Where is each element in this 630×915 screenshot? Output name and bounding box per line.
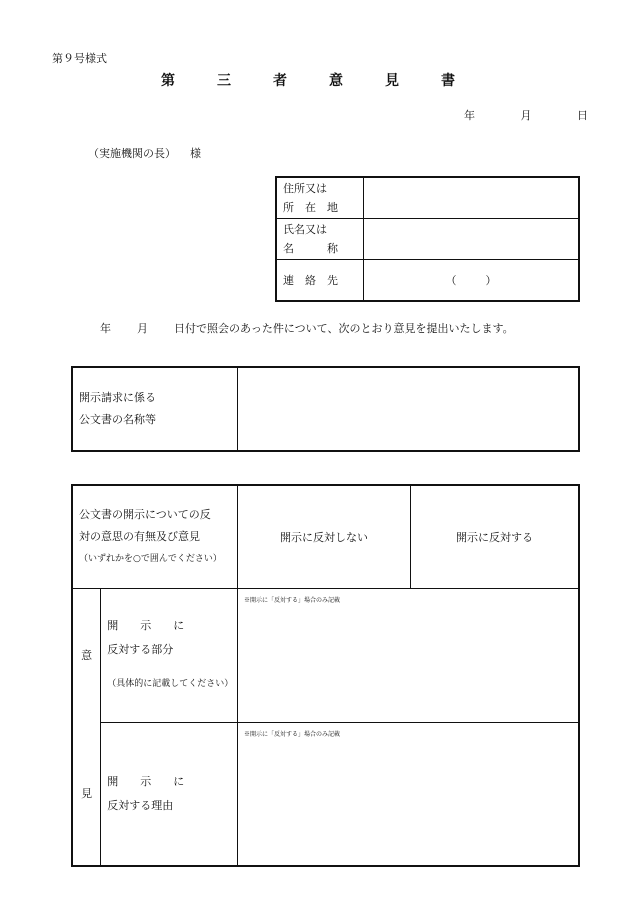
date-day: 日 bbox=[577, 109, 588, 122]
option-oppose[interactable]: 開示に反対する bbox=[411, 485, 580, 588]
contact-field[interactable] bbox=[364, 260, 580, 302]
page-title: 第 三 者 意 見 書 bbox=[161, 73, 469, 89]
oppose-part-note: ※開示に「反対する」場合のみ記載 bbox=[244, 596, 341, 604]
oppose-reason-label: 開 示 に 反対する理由 bbox=[101, 723, 238, 866]
contact-paren-close: ） bbox=[485, 274, 497, 287]
form-number: 第９号様式 bbox=[52, 52, 107, 65]
name-field[interactable] bbox=[364, 219, 580, 260]
statement-year: 年 bbox=[100, 322, 111, 335]
date-year: 年 bbox=[464, 109, 475, 122]
addressee bbox=[88, 145, 201, 161]
option-not-oppose[interactable]: 開示に反対しない bbox=[238, 485, 411, 588]
address-row bbox=[276, 177, 579, 219]
oppose-part-label: 開 示 に 反対する部分 （具体的に記載してください） bbox=[101, 588, 238, 723]
address-field[interactable] bbox=[364, 177, 580, 219]
date-month: 月 bbox=[520, 109, 532, 122]
statement bbox=[100, 320, 514, 336]
oppose-reason-field[interactable] bbox=[238, 723, 580, 866]
document-name-label: 開示請求に係る 公文書の名称等 bbox=[72, 367, 238, 451]
statement-month: 月 bbox=[137, 322, 148, 335]
contact-row bbox=[276, 260, 579, 302]
name-label: 氏名又は 名 称 bbox=[276, 219, 364, 260]
date-line bbox=[442, 107, 588, 123]
document-name-field[interactable] bbox=[238, 367, 580, 451]
opinion-side-label: 意 見 bbox=[72, 588, 101, 866]
statement-text: 日付で照会のあった件について、次のとおり意見を提出いたします。 bbox=[174, 322, 514, 335]
oppose-part-field[interactable] bbox=[238, 588, 580, 723]
opinion-table bbox=[71, 484, 580, 867]
addressee-name: （実施機関の長） bbox=[88, 147, 176, 160]
contact-paren-open: （ bbox=[445, 274, 457, 287]
oppose-reason-note: ※開示に「反対する」場合のみ記載 bbox=[244, 731, 341, 739]
submitter-table bbox=[275, 176, 580, 302]
contact-label: 連 絡 先 bbox=[276, 260, 364, 302]
document-name-table bbox=[71, 366, 580, 452]
name-row bbox=[276, 219, 579, 260]
address-label: 住所又は 所 在 地 bbox=[276, 177, 364, 219]
addressee-honorific: 様 bbox=[190, 147, 201, 160]
opinion-question: 公文書の開示についての反 対の意思の有無及び意見 （いずれかを○で囲んでください） bbox=[72, 485, 238, 588]
